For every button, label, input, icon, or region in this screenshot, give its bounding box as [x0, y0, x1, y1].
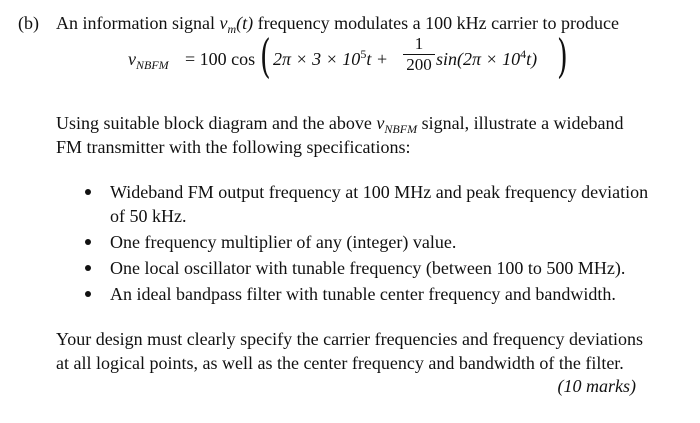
paragraph1-text-after: signal, illustrate a wideband [417, 113, 624, 133]
equation-fraction [403, 35, 435, 74]
fraction-numerator: 1 [414, 34, 424, 53]
paragraph1-variable: v [376, 113, 385, 133]
intro-variable-subscript: m [227, 22, 237, 36]
list-item-line1: One local oscillator with tunable frequency (between 100 to 500 MHz). [110, 258, 626, 278]
list-item-line1: Wideband FM output frequency at 100 MHz and peak frequency deviation [110, 182, 649, 202]
equation-term1 [273, 49, 388, 70]
marks-label: (10 marks) [557, 376, 636, 396]
list-item-line1: One frequency multiplier of any (integer) value. [110, 232, 457, 252]
paragraph1-line2: FM transmitter with the following specifications: [56, 137, 411, 157]
equation-lhs-var: v [128, 49, 136, 69]
equation-close-paren: ) [557, 29, 568, 83]
intro-variable-argument: (t) [236, 13, 254, 33]
intro-text-before: An information signal [56, 13, 220, 33]
list-item-line2: of 50 kHz. [110, 206, 187, 226]
paragraph1-text-before: Using suitable block diagram and the above [56, 113, 377, 133]
list-item-line1: An ideal bandpass filter with tunable center frequency and bandwidth. [110, 284, 616, 304]
question-label: (b) [18, 13, 39, 33]
equation-term2-exp: 4 [520, 47, 527, 61]
intro-variable: v [219, 13, 228, 33]
fraction-denominator: 200 [406, 55, 432, 74]
bullet-dot [85, 239, 91, 245]
equation-lhs [128, 49, 169, 70]
paragraph1-line1 [56, 112, 624, 134]
paragraph1-variable-sub: NBFM [384, 122, 418, 136]
bullet-dot [85, 189, 91, 195]
equation-amp: = 100 cos [185, 49, 256, 69]
bullet-dot [85, 291, 91, 297]
equation-term1-exp: 5 [360, 47, 367, 61]
equation-term2 [436, 49, 537, 70]
equation-term2-base: sin(2π × 10 [436, 49, 521, 69]
equation-open-paren: ( [260, 29, 271, 83]
equation-term1-base: 2π × 3 × 10 [273, 49, 361, 69]
equation-lhs-sub: NBFM [136, 58, 169, 72]
bullet-dot [85, 265, 91, 271]
paragraph2-line1: Your design must clearly specify the carrier frequencies and frequency deviations [56, 329, 643, 349]
intro-text-after: frequency modulates a 100 kHz carrier to produce [253, 13, 620, 33]
intro-sentence [56, 12, 619, 34]
equation-term2-tail: t) [526, 49, 538, 69]
equation-term1-tail: t + [366, 49, 388, 69]
paragraph2-line2: at all logical points, as well as the center frequency and bandwidth of the filter. [56, 353, 624, 373]
